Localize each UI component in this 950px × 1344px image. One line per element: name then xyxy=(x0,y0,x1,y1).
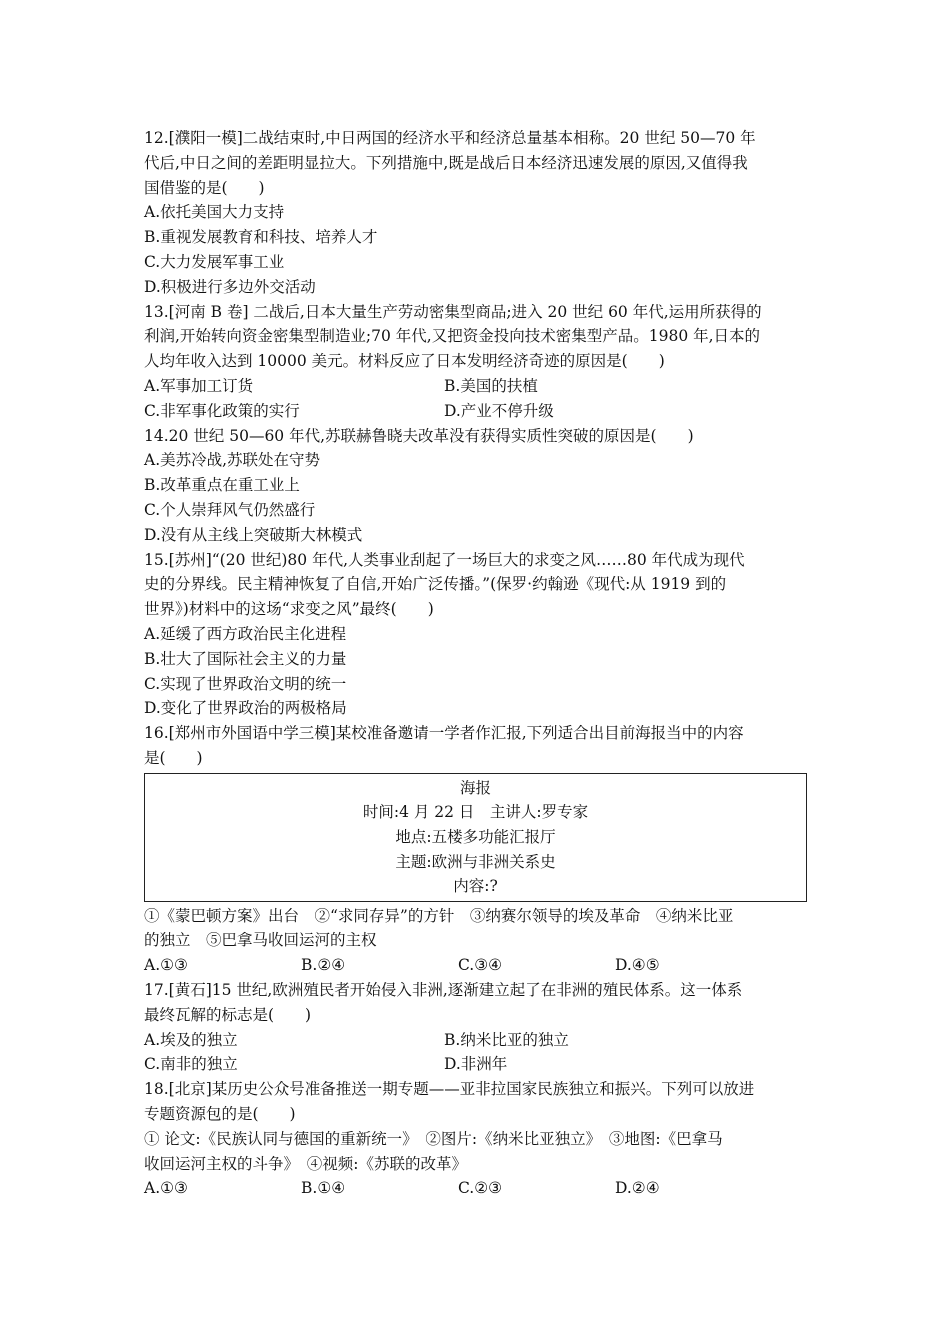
item-list: 收回运河主权的斗争》 ④视频:《苏联的改革》 xyxy=(144,1154,467,1173)
option-c: C.大力发展军事工业 xyxy=(144,252,285,271)
option-d: D.产业不停升级 xyxy=(444,401,554,420)
question-text: 16.[郑州市外国语中学三模]某校准备邀请一学者作汇报,下列适合出目前海报当中的内容 xyxy=(144,724,744,743)
option-c: C.南非的独立 xyxy=(144,1055,238,1074)
option-c: C.③④ xyxy=(458,956,503,975)
option-a: A.依托美国大力支持 xyxy=(144,203,285,222)
question-text: 代后,中日之间的差距明显拉大。下列措施中,既是战后日本经济迅速发展的原因,又值得我 xyxy=(144,153,748,172)
question-13 xyxy=(144,300,809,424)
question-12 xyxy=(144,126,809,300)
question-text: 最终瓦解的标志是( ) xyxy=(144,1005,312,1024)
poster-time: 时间:4 月 22 日 主讲人:罗专家 xyxy=(362,803,589,822)
option-a: A.①③ xyxy=(144,956,188,975)
question-text: 15.[苏州]“(20 世纪)80 年代,人类事业刮起了一场巨大的求变之风……80 年代成为现代 xyxy=(144,550,745,569)
option-d: D.变化了世界政治的两极格局 xyxy=(144,699,347,718)
question-14 xyxy=(144,424,809,548)
option-b: B.改革重点在重工业上 xyxy=(144,476,300,495)
option-a: A.埃及的独立 xyxy=(144,1030,238,1049)
option-b: B.①④ xyxy=(301,1179,346,1198)
options-row xyxy=(144,953,809,978)
option-d: D.没有从主线上突破斯大林模式 xyxy=(144,525,363,544)
question-text: 专题资源包的是( ) xyxy=(144,1105,296,1124)
options-row xyxy=(144,1176,809,1201)
option-c: C.非军事化政策的实行 xyxy=(144,401,300,420)
option-a: A.美苏冷战,苏联处在守势 xyxy=(144,451,321,470)
question-text: 12.[濮阳一模]二战结束时,中日两国的经济水平和经济总量基本相称。20 世纪 50—70 年 xyxy=(144,129,756,147)
item-list: 的独立 ⑤巴拿马收回运河的主权 xyxy=(144,931,377,950)
options-row xyxy=(144,1052,809,1077)
question-15 xyxy=(144,548,809,722)
question-text: 13.[河南 B 卷] 二战后,日本大量生产劳动密集型商品;进入 20 世纪 60 年代,运用所获得的 xyxy=(144,302,762,321)
question-text: 17.[黄石]15 世纪,欧洲殖民者开始侵入非洲,逐渐建立起了在非洲的殖民体系。这一体系 xyxy=(144,981,743,1000)
option-c: C.个人崇拜风气仍然盛行 xyxy=(144,500,316,519)
poster-topic: 主题:欧洲与非洲关系史 xyxy=(395,852,556,871)
poster-title: 海报 xyxy=(459,778,491,797)
question-text: 18.[北京]某历史公众号准备推送一期专题——亚非拉国家民族独立和振兴。下列可以放进 xyxy=(144,1080,755,1099)
question-text: 人均年收入达到 10000 美元。材料反应了日本发明经济奇迹的原因是( ) xyxy=(144,352,665,371)
question-16 xyxy=(144,721,809,978)
options-row xyxy=(144,399,809,424)
question-text: 是( ) xyxy=(144,748,203,767)
question-page xyxy=(144,126,809,1201)
option-d: D.②④ xyxy=(615,1179,660,1198)
options-row xyxy=(144,374,809,399)
question-text: 史的分界线。民主精神恢复了自信,开始广泛传播。”(保罗·约翰逊《现代:从 1919 到的 xyxy=(144,575,727,594)
option-b: B.纳米比亚的独立 xyxy=(444,1030,569,1049)
item-list: ①《蒙巴顿方案》出台 ②“求同存异”的方针 ③纳赛尔领导的埃及革命 ④纳米比亚 xyxy=(144,906,734,925)
poster-location: 地点:五楼多功能汇报厅 xyxy=(395,827,556,846)
option-a: A.延缓了西方政治民主化进程 xyxy=(144,624,347,643)
option-b: B.②④ xyxy=(301,956,346,975)
option-d: D.④⑤ xyxy=(615,956,660,975)
option-c: C.实现了世界政治文明的统一 xyxy=(144,674,347,693)
option-a: A.①③ xyxy=(144,1179,188,1198)
option-d: D.积极进行多边外交活动 xyxy=(144,277,316,296)
question-text: 14.20 世纪 50—60 年代,苏联赫鲁晓夫改革没有获得实质性突破的原因是( ) xyxy=(144,426,694,445)
option-b: B.壮大了国际社会主义的力量 xyxy=(144,649,347,668)
question-text: 世界》)材料中的这场“求变之风”最终( ) xyxy=(144,600,434,619)
question-text: 国借鉴的是( ) xyxy=(144,178,265,197)
item-list: ① 论文:《民族认同与德国的重新统一》 ②图片:《纳米比亚独立》 ③地图:《巴拿马 xyxy=(144,1129,723,1148)
question-17 xyxy=(144,978,809,1077)
option-d: D.非洲年 xyxy=(444,1055,508,1074)
question-18 xyxy=(144,1077,809,1201)
question-text: 利润,开始转向资金密集型制造业;70 年代,又把资金投向技术密集型产品。1980 年,日本的 xyxy=(144,327,761,346)
poster-content: 内容:? xyxy=(453,877,498,896)
poster-box xyxy=(144,773,807,902)
option-b: B.重视发展教育和科技、培养人才 xyxy=(144,228,378,247)
option-a: A.军事加工订货 xyxy=(144,376,254,395)
option-b: B.美国的扶植 xyxy=(444,376,538,395)
option-c: C.②③ xyxy=(458,1179,503,1198)
options-row xyxy=(144,1028,809,1053)
